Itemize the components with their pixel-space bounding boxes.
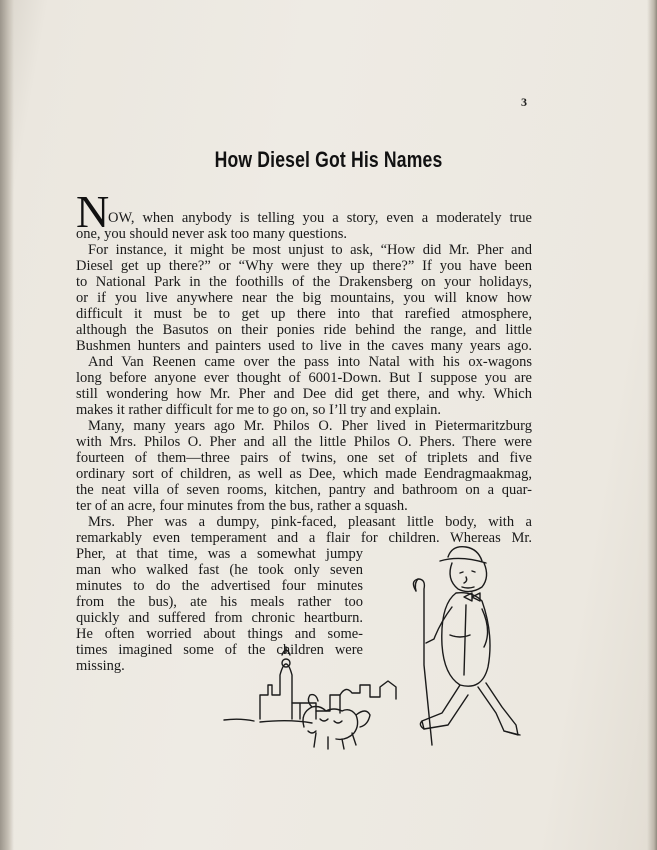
text-line: fourteen of them—three pairs of twins, one set of triplets and five [76, 450, 532, 466]
text-line: ter of an acre, four minutes from the bus, rather a squash. [76, 498, 408, 514]
text-line: long before anyone ever thought of 6001-Down. But I suppose you are [76, 370, 532, 386]
text-line: or if you live anywhere near the big mountains, you will know how [76, 290, 532, 306]
text-line: quickly and suffered from chronic heartburn. [76, 610, 363, 626]
text-line: missing. [76, 658, 125, 674]
text-line: with Mrs. Philos O. Pher and all the little Philos O. Phers. There were [76, 434, 532, 450]
page-spine-shadow [0, 0, 14, 850]
text-line: Pher, at that time, was a somewhat jumpy [76, 546, 363, 562]
text-line: Bushmen hunters and painters used to live in the caves many years ago. [76, 338, 532, 354]
walking-man [413, 547, 520, 745]
town-skyline [260, 664, 292, 719]
text-line: man who walked fast (he took only seven [76, 562, 363, 578]
text-line: Mrs. Pher was a dumpy, pink-faced, pleasant little body, with a [88, 514, 532, 530]
text-line: to National Park in the foothills of the Drakensberg on your holidays, [76, 274, 532, 290]
drop-cap: N [76, 186, 110, 237]
text-line: times imagined some of the children were [76, 642, 363, 658]
text-line: the neat villa of seven rooms, kitchen, pantry and bathroom on a quar- [76, 482, 532, 498]
text-line: For instance, it might be most unjust to ask, “How did Mr. Pher and [88, 242, 532, 258]
chapter-title: How Diesel Got His Names [214, 147, 443, 172]
illustration-man-walking-with-dog [220, 535, 536, 755]
text-line: one, you should never ask too many questions. [76, 226, 348, 242]
page-edge-shadow [647, 0, 657, 850]
text-line: remarkably even temperament and a flair for children. Whereas Mr. [76, 530, 532, 546]
text-line: He often worried about things and some- [76, 626, 363, 642]
text-line: although the Basutos on their ponies ride behind the range, and little [76, 322, 532, 338]
text-line: ordinary sort of children, as well as Dee, which made Eendragmaakmag, [76, 466, 532, 482]
text-line: makes it rather difficult for me to go on, so I’ll try and explain. [76, 402, 441, 418]
text-line: And Van Reenen came over the pass into Natal with his ox-wagons [88, 354, 532, 370]
text-line: Many, many years ago Mr. Philos O. Pher lived in Pietermaritzburg [88, 418, 532, 434]
text-line: difficult it must be to get up there into that rarefied atmosphere, [76, 306, 532, 322]
text-line: OW, when anybody is telling you a story, even a moderately true [108, 210, 532, 226]
text-line: still wondering how Mr. Pher and Dee did get there, and why. Which [76, 386, 532, 402]
text-line: minutes to do the advertised four minutes [76, 578, 363, 594]
text-line: from the bus), ate his meals rather too [76, 594, 363, 610]
page-number: 3 [521, 95, 527, 109]
text-line: Diesel get up there?” or “Why were they up there?” If you have been [76, 258, 532, 274]
